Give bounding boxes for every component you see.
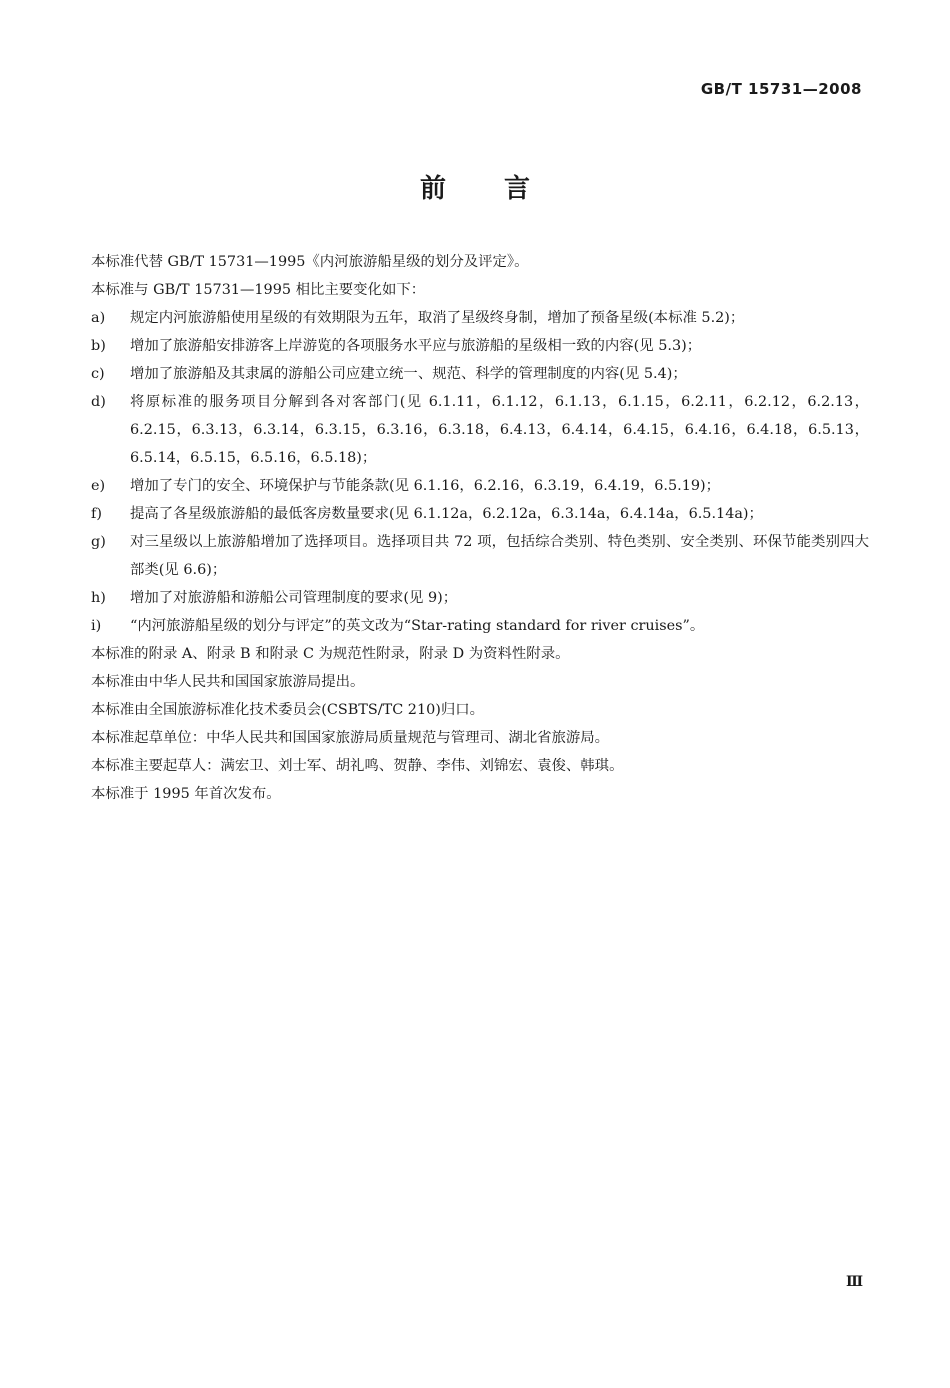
- change-list-item: [91, 332, 869, 360]
- change-list-item: [91, 500, 869, 528]
- intro-paragraph: 本标准与 GB/T 15731—1995 相比主要变化如下：: [91, 282, 426, 298]
- closing-paragraph: 本标准起草单位：中华人民共和国国家旅游局质量规范与管理司、湖北省旅游局。: [91, 730, 610, 746]
- list-item-label: c): [91, 366, 105, 382]
- list-item-text: 增加了旅游船及其隶属的游船公司应建立统一、规范、科学的管理制度的内容(见 5.4)；: [130, 366, 687, 382]
- list-item-text: 规定内河旅游船使用星级的有效期限为五年，取消了星级终身制，增加了预备星级(本标准 5.2)；: [130, 310, 745, 326]
- closing-paragraph: 本标准由中华人民共和国国家旅游局提出。: [91, 674, 365, 690]
- list-item-text: 增加了对旅游船和游船公司管理制度的要求(见 9)；: [130, 590, 458, 606]
- change-list-item: [91, 472, 869, 500]
- list-item-text: 对三星级以上旅游船增加了选择项目。选择项目共 72 项，包括综合类别、特色类别、安全类别、环保节能类别四大部类(见 6.6)；: [130, 534, 869, 578]
- closing-paragraph: 本标准由全国旅游标准化技术委员会(CSBTS/TC 210)归口。: [91, 702, 485, 718]
- page-number: Ⅲ: [846, 1274, 864, 1290]
- standard-number: GB/T 15731—2008: [700, 80, 862, 98]
- list-item-label: f): [91, 506, 102, 522]
- change-list-item: [91, 304, 869, 332]
- closing-paragraph: 本标准主要起草人：满宏卫、刘士军、胡礼鸣、贺静、李伟、刘锦宏、袁俊、韩琪。: [91, 758, 624, 774]
- page-title: 前言: [419, 174, 588, 204]
- change-list-item: [91, 388, 869, 472]
- list-item-text: 提高了各星级旅游船的最低客房数量要求(见 6.1.12a，6.2.12a，6.3.14a，6.4.14a，6.5.14a)；: [130, 506, 763, 522]
- list-item-label: g): [91, 534, 106, 550]
- list-item-text: 增加了旅游船安排游客上岸游览的各项服务水平应与旅游船的星级相一致的内容(见 5.3)；: [130, 338, 702, 354]
- list-item-text: “内河旅游船星级的划分与评定”的英文改为“Star-rating standard for river cruises”。: [130, 618, 705, 634]
- list-item-label: h): [91, 590, 106, 606]
- list-item-label: b): [91, 338, 106, 354]
- list-item-label: e): [91, 478, 106, 494]
- list-item-text: 增加了专门的安全、环境保护与节能条款(见 6.1.16，6.2.16，6.3.19，6.4.19，6.5.19)；: [130, 478, 721, 494]
- list-item-label: d): [91, 394, 106, 410]
- intro-paragraph: 本标准代替 GB/T 15731—1995《内河旅游船星级的划分及评定》。: [91, 254, 529, 270]
- list-item-text: 将原标准的服务项目分解到各对客部门(见 6.1.11，6.1.12，6.1.13，6.1.15，6.2.11，6.2.12，6.2.13，6.2.15，6.3.13，6.3.14，6.3.15，6.3.16，6.3.18，6.4.13，6.4.14，6.4.15，6.4.16，6.4.18，6.5.13，6.5.14，6.5.15，6.5.16，6.5.18)；: [130, 394, 869, 466]
- closing-paragraph: 本标准的附录 A、附录 B 和附录 C 为规范性附录，附录 D 为资料性附录。: [91, 646, 570, 662]
- change-list-item: [91, 612, 869, 640]
- list-item-label: i): [91, 618, 102, 634]
- change-list-item: [91, 528, 869, 584]
- change-list-item: [91, 360, 869, 388]
- list-item-label: a): [91, 310, 106, 326]
- closing-paragraph: 本标准于 1995 年首次发布。: [91, 786, 281, 802]
- change-list-item: [91, 584, 869, 612]
- document-body: [91, 248, 869, 808]
